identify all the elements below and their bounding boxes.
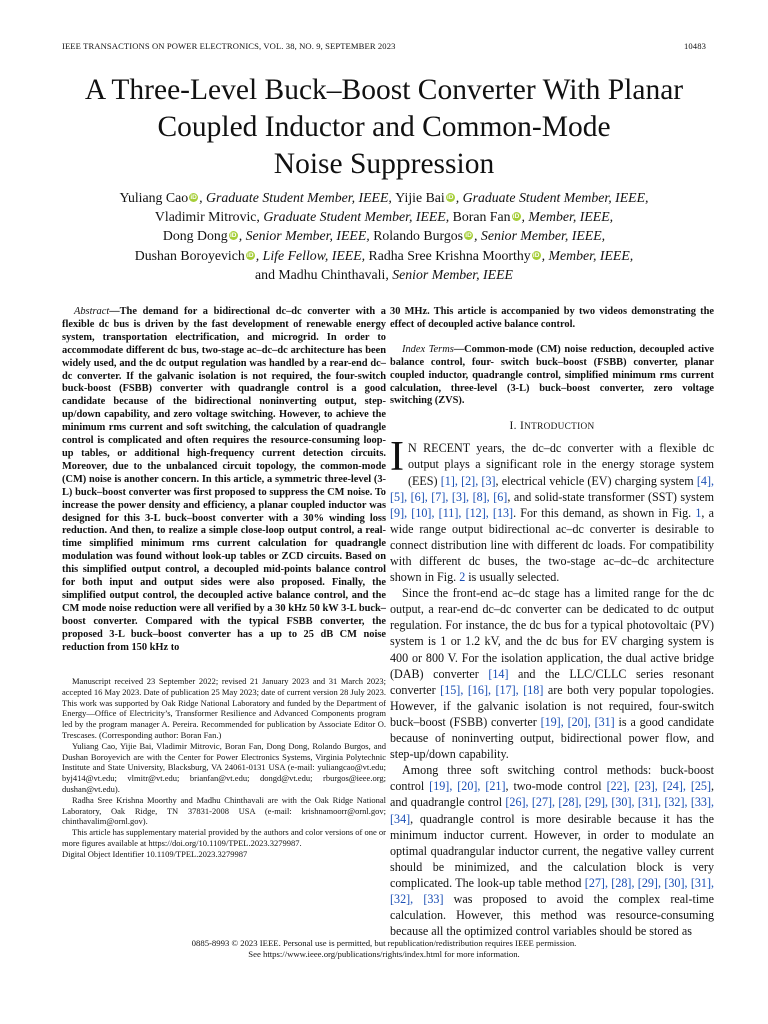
author-name: Rolando Burgos (373, 228, 464, 244)
author-name: and Madhu Chinthavali, (255, 266, 393, 282)
section-heading (390, 420, 714, 432)
author-name: Yijie Bai (395, 190, 445, 205)
author-role: Graduate Student Member, IEEE, (263, 209, 453, 225)
page-number: 10483 (684, 41, 706, 51)
author-role: , Member, IEEE, (541, 247, 634, 263)
section-numeral: I. (509, 420, 520, 433)
drop-cap: I (390, 434, 404, 481)
author-role: , Graduate Student Member, IEEE, (199, 190, 396, 205)
text-run: , and quadrangle control (390, 779, 714, 810)
footnotes (62, 676, 386, 860)
orcid-icon[interactable]: iD (532, 251, 540, 259)
author-role: , Senior Member, IEEE, (238, 228, 374, 244)
citation-link[interactable]: [27], [28], [29], [30], [31], [32], [33] (390, 875, 714, 906)
author-name: Dushan Boroyevich (134, 247, 245, 263)
author-role: Senior Member, IEEE (392, 266, 513, 282)
citation-link[interactable]: [22], [23], [24], [25] (606, 779, 711, 794)
text-run: , a wide range output bidirectional ac–dc converter is desirable to connect distribution line with different dc loads. For compatibility with different dc buses, the two-stage ac–dc–dc architecture shown in Fig. (390, 505, 714, 585)
text-run: is usually selected. (465, 570, 560, 585)
introduction-body (390, 434, 715, 939)
copyright-footer (0, 938, 768, 960)
orcid-icon[interactable]: iD (229, 232, 237, 240)
citation-link[interactable]: [9], [10], [11], [12], [13] (390, 505, 514, 520)
title-line: A Three-Level Buck–Boost Converter With Planar (84, 74, 684, 106)
author-name: Vladimir Mitrovic, (154, 209, 264, 225)
citation-link[interactable]: [4], [5], [6], [7], [3], [8], [6] (390, 473, 714, 504)
orcid-icon[interactable]: iD (247, 251, 254, 259)
citation-link[interactable]: [15], [16], [17], [18] (440, 682, 544, 697)
author-list (60, 188, 708, 284)
text-run: , quadrangle control is more desirable because it has the minimum inductor current. However, in order to modulate an optimal quadrangular inductor current, the negative valley current should be minimized, and the calculation block is very complicated. The look-up table method (390, 811, 714, 890)
citation-link[interactable]: [19], [20], [31] (540, 714, 615, 729)
orcid-icon[interactable]: iD (190, 194, 197, 201)
text-run: . For this demand, as shown in Fig. (513, 505, 696, 520)
text-run: and the LLC/CLLC series resonant converter (390, 666, 715, 697)
author-line (60, 226, 708, 245)
author-line (60, 246, 708, 265)
text-run: was proposed to avoid the complex real-time calculation. However, this method was resource-consuming because all the optimized control variables should be stored as (390, 891, 714, 939)
text-run: are both very popular topologies. However, if the galvanic isolation is not required, four-switch buck–boost (FSBB) converter (390, 682, 714, 729)
title-line: Coupled Inductor and Common-Mode (157, 111, 611, 143)
text-run: Among three soft switching control methods: buck-boost control (390, 763, 714, 794)
index-terms-text: —Common-mode (CM) noise reduction, decoupled active balance control, four- switch buck–boost (FSBB) converter, planar coupled inductor, quadrangle control, simplified minimum rms current calculation, three-level (3-L) buck–boost converter, zero voltage switching (ZVS). (390, 343, 714, 407)
figure-link[interactable]: 1 (695, 505, 702, 520)
figure-link[interactable]: 2 (459, 570, 466, 585)
author-role: , Life Fellow, IEEE, (255, 247, 369, 263)
intro-paragraph-3 (390, 762, 714, 939)
author-name: Dong Dong (162, 228, 228, 244)
author-role: , Member, IEEE, (521, 209, 614, 225)
copyright-line: 0885-8993 © 2023 IEEE. Personal use is permitted, but republication/redistribution requires IEEE permission. (191, 938, 577, 948)
footnote-doi: Digital Object Identifier 10.1109/TPEL.2023.3279987 (62, 848, 248, 859)
orcid-icon[interactable]: iD (446, 194, 454, 201)
footnote-affiliation-vt: Yuliang Cao, Yijie Bai, Vladimir Mitrovic, Boran Fan, Dong Dong, Rolando Burgos, and Dushan Boroyevich are with the Center for Power Electronics Systems, Virginia Polytechnic Institute and State University, Blacksburg, VA 24061-0131 USA (e-mail: yuliangcao@vt.edu; byj414@vt.edu; vlmitr@vt.edu; brianfan@vt.edu; dongd@vt.edu; rburgos@ieee.org; dushan@vt.edu). (62, 740, 386, 794)
paper-title (40, 72, 728, 183)
citation-link[interactable]: [19], [20], [21] (429, 779, 506, 794)
intro-paragraph-1 (390, 434, 714, 585)
text-run: , electrical vehicle (EV) charging system (495, 473, 697, 488)
section-title-cap: I (519, 420, 525, 433)
abstract-lead: Abstract (74, 306, 110, 317)
text-run: Since the front-end ac–dc stage has a limited range for the dc output, a rear-end dc–dc converter can be dedicated to dc output regulation. For instance, the dc bus for a typical photovoltaic (PV) system is 1 or 1.2 kV, and the dc bus for EV charging system is 400 or 800 V. For the isolation application, the dual active bridge (DAB) converter (390, 586, 714, 681)
rights-line: See https://www.ieee.org/publications/rights/index.html for more information. (248, 949, 520, 959)
right-column (390, 306, 714, 939)
abstract (62, 306, 386, 654)
citation-link[interactable]: [14] (488, 666, 509, 681)
text-run: , and solid-state transformer (SST) system (507, 489, 714, 504)
orcid-icon[interactable]: iD (512, 213, 520, 221)
orcid-icon[interactable]: iD (465, 232, 472, 240)
author-name: Radha Sree Krishna Moorthy (368, 247, 531, 263)
author-line (60, 188, 708, 207)
author-role: , Senior Member, IEEE, (474, 228, 606, 244)
intro-paragraph-2 (390, 585, 714, 762)
citation-link[interactable]: [26], [27], [28], [29], [30], [31], [32], [33], [34] (390, 795, 715, 826)
citation-link[interactable]: [1], [2], [3] (440, 473, 496, 488)
author-line (60, 207, 708, 226)
author-role: , Graduate Student Member, IEEE, (455, 190, 649, 205)
index-terms-lead: Index Terms (402, 343, 454, 355)
author-name: Yuliang Cao (119, 190, 189, 205)
journal-header: IEEE TRANSACTIONS ON POWER ELECTRONICS, VOL. 38, NO. 9, SEPTEMBER 2023 (62, 41, 396, 51)
footnote-supplementary: This article has supplementary material provided by the authors and color versions of one or more figures available at https://doi.org/10.1109/TPEL.2023.3279987. (62, 827, 386, 848)
abstract-continuation: 30 MHz. This article is accompanied by two videos demonstrating the effect of decoupled active balance control. (390, 306, 714, 330)
left-column (62, 306, 386, 654)
index-terms (390, 344, 714, 409)
title-line: Noise Suppression (273, 148, 495, 180)
author-name: Boran Fan (452, 209, 511, 225)
author-line (60, 265, 708, 284)
text-run: is a good candidate because of noninverting output, bidirectional power flow, and step-up/down capability. (390, 714, 714, 762)
text-run: , two-mode control (505, 779, 607, 794)
text-run: N RECENT years, the dc–dc converter with a flexible dc output plays a significant role in the energy storage system (EES) (408, 441, 714, 488)
footnote-manuscript: Manuscript received 23 September 2022; revised 21 January 2023 and 31 March 2023; accepted 16 May 2023. Date of publication 25 May 2023; date of current version 28 July 2023. This work was supported by Oak Ridge National Laboratory and funded by the Department of Energy—Office of Electricity’s, Transformer Resilience and Advanced Components program led by the program manager A. Pereira. Recommended for publication by Associate Editor O. Trescases. (Corresponding author: Boran Fan.) (62, 676, 386, 740)
footnote-affiliation-ornl: Radha Sree Krishna Moorthy and Madhu Chinthavali are with the Oak Ridge National Laboratory, Oak Ridge, TN 37831-2008 USA (e-mail: krishnamoorr@ornl.gov; chinthavalim@ornl.gov). (62, 794, 386, 827)
section-title-rest: NTRODUCTION (524, 422, 595, 433)
abstract-text: —The demand for a bidirectional dc–dc converter with a flexible dc bus is driven by the fast development of renewable energy system, transportation electrification, and microgrid. In order to accommodate different dc bus, two-stage ac–dc–dc architecture has been widely used, and the dc output regulation was handled by a rear-end dc–dc converter. If the galvanic isolation is not required, the four-switch buck-boost (FSBB) converter with quadrangle control is a good candidate because of the bidirectional noninverting output, step-up/down capability, and zero voltage switching. However, to achieve the minimum rms current and soft switching, the calculation of quadrangle control is complicated and often requires the resource-consuming loop-up tables, or additional high-frequency current detection circuits. Moreover, due to the unbalanced circuit topology, the common-mode (CM) noise is another concern. In this article, a symmetric three-level (3-L) buck–boost converter was first proposed to suppress the CM noise. To increase the power density and efficiency, a planar coupled inductor was designed for this 3-L buck–boost converter with a 30% winding loss reduction. And then, to realize a simple close-loop output control, a real-time simplified minimum rms current calculation for quadrangle modulation was found without look-up tables or ZCD circuits. Based on this simplified output control, a decoupled mid-points balance control for both input and output sides were also proposed. Finally, the simplified output control, the decoupled active balance control, and the CM mode noise reduction were all verified by a 30 kHz 50 kW 3-L buck–boost converter. Compared with the typical FSBB converter, the proposed 3-L buck–boost converter has a up to 25 dB CM noise reduction from 150 kHz to (62, 306, 386, 653)
